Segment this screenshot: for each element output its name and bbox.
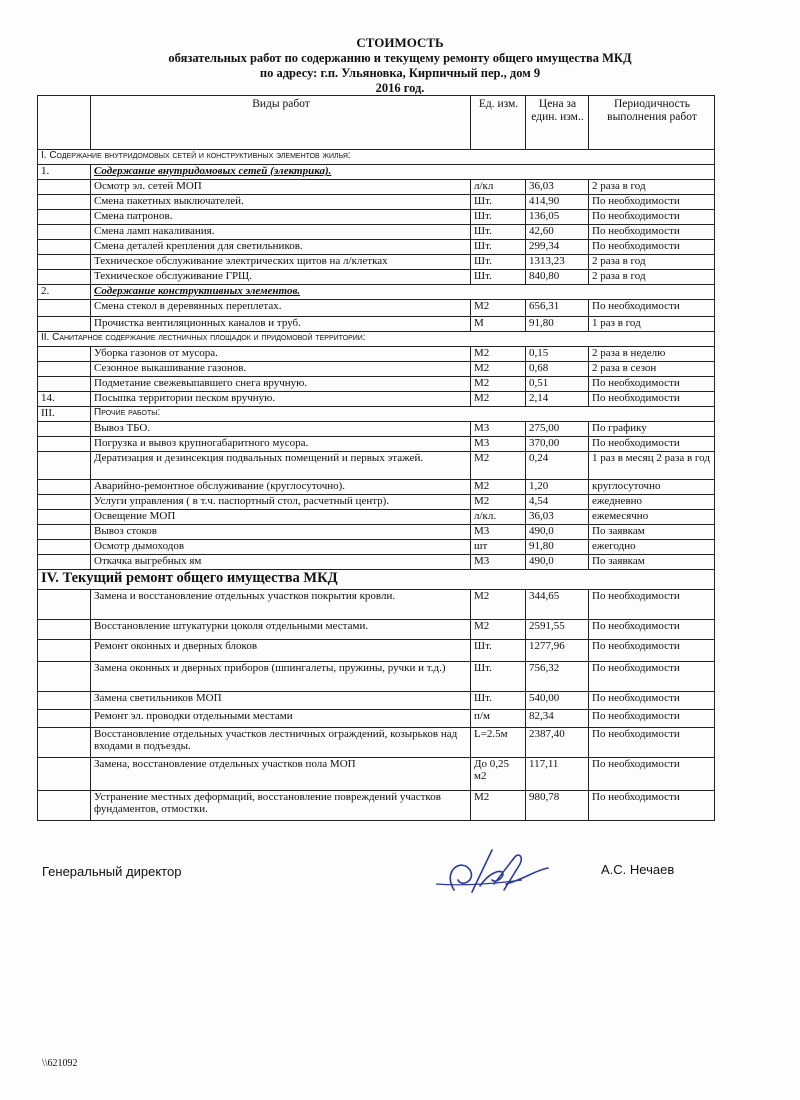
period-cell: По необходимости [589,195,715,210]
unit-cell: Шт. [471,662,526,692]
work-name: Смена пакетных выключателей. [91,195,471,210]
unit-cell: До 0,25 м2 [471,758,526,791]
row-number [38,180,91,195]
table-row [38,452,715,480]
period-cell: По заявкам [589,555,715,570]
row-number [38,210,91,225]
subsection-number: 2. [38,285,91,300]
work-name: Погрузка и вывоз крупногабаритного мусора. [91,437,471,452]
subsection-number: 1. [38,165,91,180]
row-number [38,317,91,332]
row-number [38,555,91,570]
price-cell: 91,80 [526,540,589,555]
table-row [38,255,715,270]
price-cell: 656,31 [526,300,589,317]
period-cell: По необходимости [589,662,715,692]
row-number [38,422,91,437]
period-cell: По заявкам [589,525,715,540]
section-row [38,570,715,590]
work-name: Замена и восстановление отдельных участков покрытия кровли. [91,590,471,620]
price-cell: 2591,55 [526,620,589,640]
subsection-title: Прочие работы: [91,407,715,422]
table-row [38,377,715,392]
table-row [38,180,715,195]
table-row [38,270,715,285]
row-number: 14. [38,392,91,407]
period-cell: По необходимости [589,590,715,620]
price-cell: 980,78 [526,791,589,821]
document-year: 2016 год. [375,81,425,95]
subsection-title: Содержание конструктивных элементов. [91,285,715,300]
row-number [38,480,91,495]
table-row [38,525,715,540]
subsection-row [38,407,715,422]
work-name: Ремонт оконных и дверных блоков [91,640,471,662]
unit-cell: Шт. [471,195,526,210]
price-cell: 0,15 [526,347,589,362]
row-number [38,620,91,640]
work-name: Посыпка территории песком вручную. [91,392,471,407]
unit-cell: М3 [471,422,526,437]
unit-cell: Шт. [471,255,526,270]
price-cell: 414,90 [526,195,589,210]
row-number [38,437,91,452]
unit-cell: М2 [471,495,526,510]
signatory-name: А.С. Нечаев [601,862,675,877]
table-row [38,392,715,407]
unit-cell: шт [471,540,526,555]
row-number [38,195,91,210]
period-cell: 2 раза в год [589,180,715,195]
table-row [38,495,715,510]
table-row [38,620,715,640]
unit-cell: л/кл. [471,510,526,525]
period-cell: По необходимости [589,300,715,317]
unit-cell: п/м [471,710,526,728]
table-row [38,540,715,555]
cost-table [37,95,715,821]
section-title: II. Санитарное содержание лестничных площадок и придомовой территории: [38,332,715,347]
price-cell: 1313,23 [526,255,589,270]
row-number [38,540,91,555]
price-cell: 82,34 [526,710,589,728]
work-name: Восстановление штукатурки цоколя отдельными местами. [91,620,471,640]
unit-cell: М3 [471,555,526,570]
table-row [38,791,715,821]
price-cell: 2387,40 [526,728,589,758]
price-cell: 370,00 [526,437,589,452]
row-number [38,495,91,510]
price-cell: 136,05 [526,210,589,225]
period-cell: По необходимости [589,758,715,791]
table-row [38,240,715,255]
subsection-title: Содержание внутридомовых сетей (электрика). [91,165,715,180]
table-row [38,480,715,495]
work-name: Вывоз ТБО. [91,422,471,437]
price-cell: 0,68 [526,362,589,377]
work-name: Замена, восстановление отдельных участков пола МОП [91,758,471,791]
unit-cell: М2 [471,347,526,362]
table-row [38,210,715,225]
unit-cell: Шт. [471,240,526,255]
section-title: I. Содержание внутридомовых сетей и конструктивных элементов жилья: [38,150,715,165]
period-cell: По необходимости [589,437,715,452]
unit-cell: М2 [471,377,526,392]
table-row [38,590,715,620]
work-name: Смена ламп накаливания. [91,225,471,240]
row-number [38,452,91,480]
price-cell: 36,03 [526,510,589,525]
unit-cell: л/кл [471,180,526,195]
table-row [38,510,715,525]
unit-cell: Шт. [471,225,526,240]
subsection-row [38,165,715,180]
unit-cell: М3 [471,525,526,540]
period-cell: круглосуточно [589,480,715,495]
table-row [38,437,715,452]
period-cell: По необходимости [589,225,715,240]
period-cell: ежегодно [589,540,715,555]
work-name: Дератизация и дезинсекция подвальных помещений и первых этажей. [91,452,471,480]
header-work-type: Виды работ [91,96,471,150]
unit-cell: М3 [471,437,526,452]
unit-cell: Шт. [471,640,526,662]
work-name: Услуги управления ( в т.ч. паспортный стол, расчетный центр). [91,495,471,510]
work-name: Смена деталей крепления для светильников. [91,240,471,255]
header-price: Цена за един. изм.. [526,96,589,150]
period-cell: ежемесячно [589,510,715,525]
subsection-row [38,285,715,300]
unit-cell: М2 [471,620,526,640]
row-number [38,692,91,710]
table-row [38,422,715,437]
table-row [38,758,715,791]
header-num-cell [38,96,91,150]
row-number [38,525,91,540]
work-name: Замена оконных и дверных приборов (шпингалеты, пружины, ручки и т.д.) [91,662,471,692]
period-cell: По необходимости [589,710,715,728]
price-cell: 490,0 [526,555,589,570]
work-name: Уборка газонов от мусора. [91,347,471,362]
table-row [38,692,715,710]
period-cell: 2 раза в год [589,270,715,285]
header-period: Периодичность выполнения работ [589,96,715,150]
table-row [38,225,715,240]
unit-cell: М2 [471,590,526,620]
price-cell: 540,00 [526,692,589,710]
table-row [38,347,715,362]
section-title: IV. Текущий ремонт общего имущества МКД [38,570,715,590]
price-cell: 1,20 [526,480,589,495]
row-number [38,758,91,791]
price-cell: 2,14 [526,392,589,407]
unit-cell: М2 [471,480,526,495]
period-cell: ежедневно [589,495,715,510]
price-cell: 275,00 [526,422,589,437]
table-row [38,195,715,210]
work-name: Подметание свежевыпавшего снега вручную. [91,377,471,392]
document-id: \\621092 [42,1058,78,1069]
row-number [38,791,91,821]
price-cell: 36,03 [526,180,589,195]
row-number [38,347,91,362]
work-name: Замена светильников МОП [91,692,471,710]
period-cell: По необходимости [589,392,715,407]
price-cell: 42,60 [526,225,589,240]
period-cell: По необходимости [589,240,715,255]
work-name: Смена стекол в деревянных переплетах. [91,300,471,317]
price-cell: 0,24 [526,452,589,480]
unit-cell: Шт. [471,270,526,285]
document-subtitle: обязательных работ по содержанию и текущему ремонту общего имущества МКД [168,51,632,65]
work-name: Прочистка вентиляционных каналов и труб. [91,317,471,332]
table-row [38,728,715,758]
price-cell: 344,65 [526,590,589,620]
table-row [38,555,715,570]
price-cell: 117,11 [526,758,589,791]
price-cell: 0,51 [526,377,589,392]
unit-cell: Шт. [471,692,526,710]
period-cell: По необходимости [589,620,715,640]
row-number [38,225,91,240]
table-row [38,662,715,692]
work-name: Сезонное выкашивание газонов. [91,362,471,377]
work-name: Освещение МОП [91,510,471,525]
table-row [38,300,715,317]
work-name: Осмотр дымоходов [91,540,471,555]
unit-cell: М [471,317,526,332]
row-number [38,377,91,392]
period-cell: По необходимости [589,728,715,758]
price-cell: 490,0 [526,525,589,540]
period-cell: По необходимости [589,377,715,392]
period-cell: 2 раза в сезон [589,362,715,377]
work-name: Устранение местных деформаций, восстановление повреждений участков фундаментов, отмостки. [91,791,471,821]
period-cell: По необходимости [589,692,715,710]
signature-image [432,840,552,900]
row-number [38,362,91,377]
unit-cell: М2 [471,300,526,317]
period-cell: 2 раза в неделю [589,347,715,362]
price-cell: 1277,96 [526,640,589,662]
work-name: Техническое обслуживание ГРЩ. [91,270,471,285]
work-name: Смена патронов. [91,210,471,225]
row-number [38,300,91,317]
row-number [38,270,91,285]
unit-cell: М2 [471,392,526,407]
price-cell: 91,80 [526,317,589,332]
period-cell: По графику [589,422,715,437]
table-row [38,362,715,377]
period-cell: 2 раза в год [589,255,715,270]
work-name: Ремонт эл. проводки отдельными местами [91,710,471,728]
period-cell: 1 раз в месяц 2 раза в год [589,452,715,480]
table-row [38,640,715,662]
work-name: Восстановление отдельных участков лестничных ограждений, козырьков над входами в подъезды. [91,728,471,758]
period-cell: 1 раз в год [589,317,715,332]
document-title: СТОИМОСТЬ [356,35,444,50]
row-number [38,728,91,758]
header-unit: Ед. изм. [471,96,526,150]
price-cell: 4,54 [526,495,589,510]
work-name: Аварийно-ремонтное обслуживание (круглосуточно). [91,480,471,495]
section-row [38,150,715,165]
row-number [38,662,91,692]
unit-cell: М2 [471,362,526,377]
row-number [38,710,91,728]
row-number [38,640,91,662]
work-name: Осмотр эл. сетей МОП [91,180,471,195]
row-number [38,255,91,270]
price-cell: 840,80 [526,270,589,285]
document-address: по адресу: г.п. Ульяновка, Кирпичный пер., дом 9 [259,66,541,80]
subsection-number: III. [38,407,91,422]
table-row [38,710,715,728]
unit-cell: Шт. [471,210,526,225]
section-row [38,332,715,347]
work-name: Откачка выгребных ям [91,555,471,570]
unit-cell: М2 [471,452,526,480]
price-cell: 299,34 [526,240,589,255]
period-cell: По необходимости [589,791,715,821]
work-name: Вывоз стоков [91,525,471,540]
row-number [38,510,91,525]
signatory-position: Генеральный директор [42,864,182,879]
row-number [38,590,91,620]
table-header-row [38,96,715,150]
table-row [38,317,715,332]
work-name: Техническое обслуживание электрических щитов на л/клетках [91,255,471,270]
period-cell: По необходимости [589,640,715,662]
price-cell: 756,32 [526,662,589,692]
unit-cell: L=2.5м [471,728,526,758]
unit-cell: М2 [471,791,526,821]
row-number [38,240,91,255]
period-cell: По необходимости [589,210,715,225]
